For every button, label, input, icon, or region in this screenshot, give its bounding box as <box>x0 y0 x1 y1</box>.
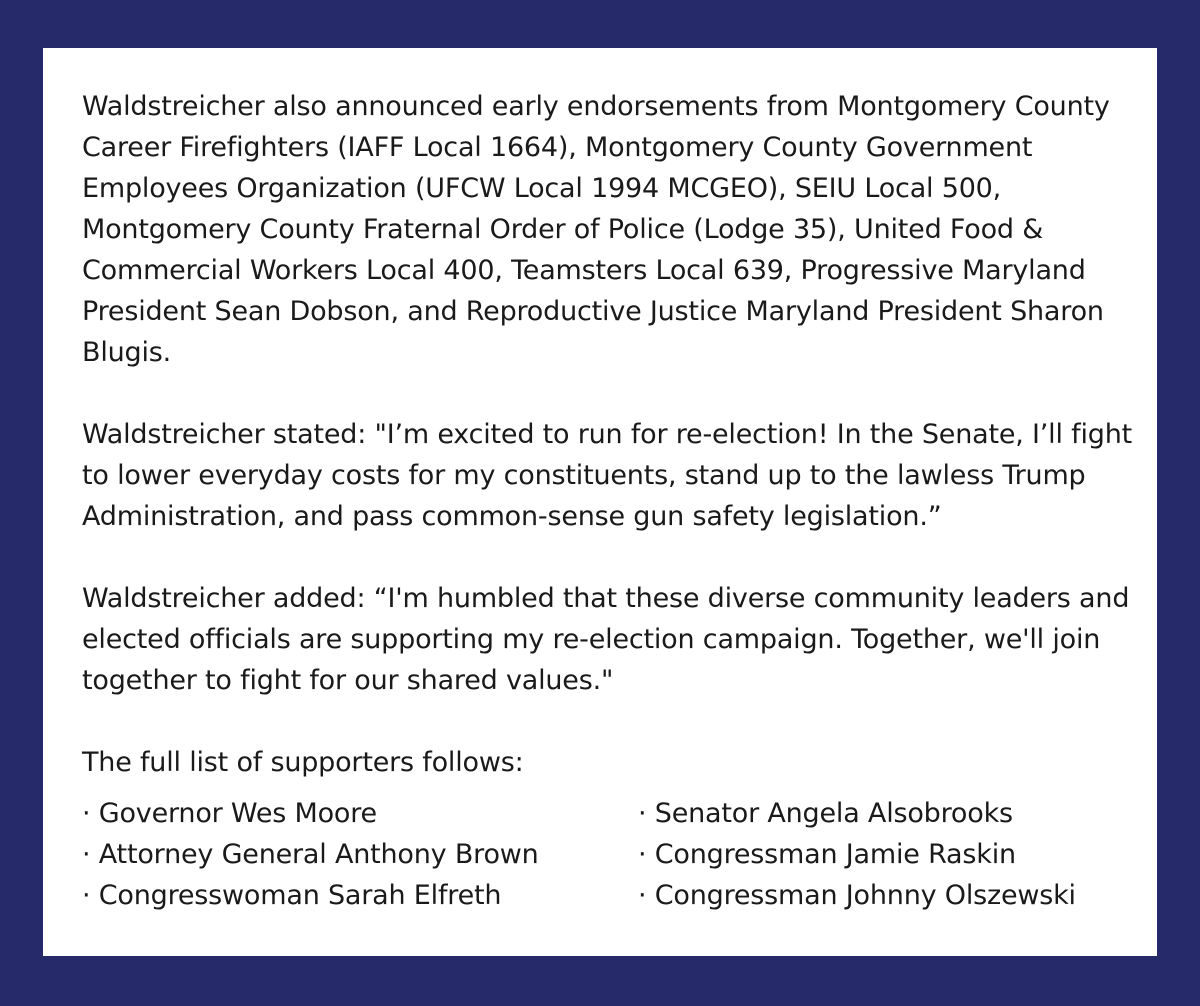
supporter-item: · Attorney General Anthony Brown <box>82 839 539 870</box>
supporters-list-intro: The full list of supporters follows: <box>82 747 524 778</box>
supporter-item: · Governor Wes Moore <box>82 798 377 829</box>
press-release-card <box>43 48 1157 956</box>
supporter-item: · Congressman Jamie Raskin <box>638 839 1016 870</box>
supporter-item: · Congressman Johnny Olszewski <box>638 880 1076 911</box>
statement-paragraph: Waldstreicher stated: "I’m excited to run for re-election! In the Senate, I’ll fight to lower everyday costs for my constituents, stand up to the lawless Trump Administration, and pass common-sense gun safety legislation.” <box>82 419 1133 532</box>
added-quote-paragraph: Waldstreicher added: “I'm humbled that these diverse community leaders and elected officials are supporting my re-election campaign. Together, we'll join together to fight for our shared values." <box>82 583 1130 696</box>
supporters-list <box>82 793 1142 916</box>
supporter-item: · Senator Angela Alsobrooks <box>638 798 1013 829</box>
supporter-item: · Congresswoman Sarah Elfreth <box>82 880 502 911</box>
endorsements-paragraph: Waldstreicher also announced early endorsements from Montgomery County Career Firefighters (IAFF Local 1664), Montgomery County Government Employees Organization (UFCW Local 1994 MCGEO), SEIU Local 500, Montgomery County Fraternal Order of Police (Lodge 35), United Food & Commercial Workers Local 400, Teamsters Local 639, Progressive Maryland President Sean Dobson, and Reproductive Justice Maryland President Sharon Blugis. <box>82 91 1110 368</box>
press-release-body <box>82 86 1142 916</box>
